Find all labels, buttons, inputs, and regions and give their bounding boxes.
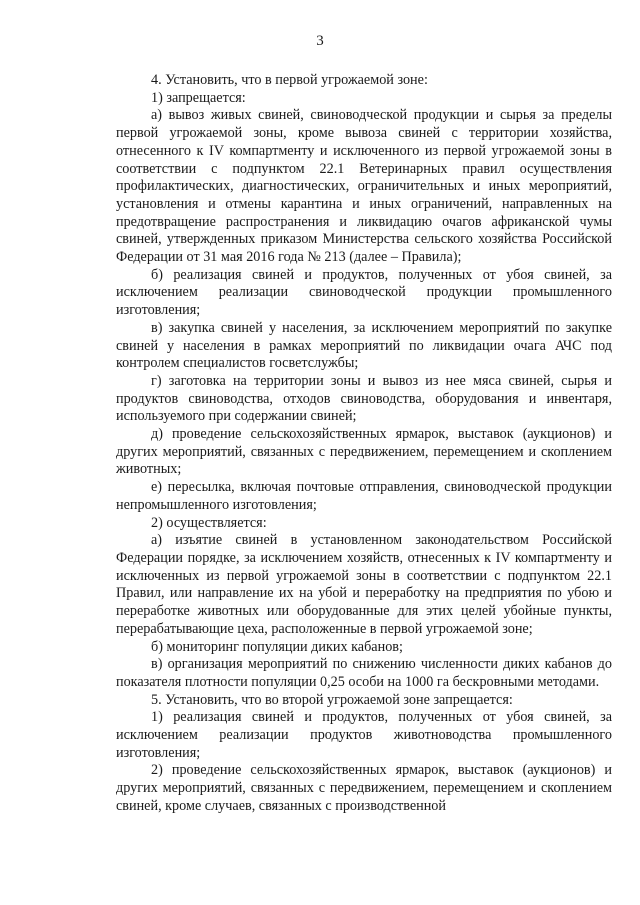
paragraph-section-4-heading: 4. Установить, что в первой угрожаемой зоне: [151,72,428,88]
paragraph-item-e-mailing: е) пересылка, включая почтовые отправления, свиноводческой продукции непромышленного изготовления; [116,479,612,513]
paragraph-prohibited-heading: 1) запрещается: [151,89,246,106]
paragraph-item-a-export: а) вывоз живых свиней, свиноводческой продукции и сырья за пределы первой угрожаемой зоны, кроме вывоза свиней с территории хозяйства, отнесенного к IV компартменту и исключенного из первой угрожаемой зоны в соответствии с подпунктом 22.1 Ветеринарных правил осуществления профилактических, диагностических, ограничительных и иных мероприятий, установления и отмены карантина и иных ограничений, направленных на предотвращение распространения и ликвидацию очагов африканской чумы свиней, утвержденных приказом Министерства сельского хозяйства Российской Федерации от 31 мая 2016 года № 213 (далее – Правила); [116,107,612,266]
paragraph-item-g-procurement: г) заготовка на территории зоны и вывоз из нее мяса свиней, сырья и продуктов свиноводства, отходов свиноводства, оборудования и инвентаря, используемого при содержании свиней; [116,372,612,425]
paragraph-item-v-purchase: в) закупка свиней у населения, за исключением мероприятий по закупке свиней у населения в рамках мероприятий по ликвидации очага АЧС под контролем специалистов госветслужбы; [116,319,612,372]
paragraph-item-b-monitoring: б) мониторинг популяции диких кабанов; [151,638,403,655]
paragraph-item-v-population-control: в) организация мероприятий по снижению численности диких кабанов до показателя плотности популяции 0,25 особи на 1000 га бескровными методами. [116,656,612,690]
paragraph-performed-heading: 2) осуществляется: [151,514,267,531]
document-body [116,72,612,816]
paragraph-item-d-fairs: д) проведение сельскохозяйственных ярмарок, выставок (аукционов) и других мероприятий, связанных с передвижением, перемещением и скоплением животных; [116,426,612,478]
paragraph-section-5-heading: 5. Установить, что во второй угрожаемой зоне запрещается: [151,691,513,708]
page-number: 3 [316,33,324,49]
paragraph-item-a-seizure: а) изъятие свиней в установленном законодательством Российской Федерации порядке, за исключением хозяйств, отнесенных к IV компартменту и исключенных из первой угрожаемой зоны в соответствии с подпунктом 22.1 Правил, или направление их на убой и переработку на предприятия по убою и переработке животных или оборудованные для этих целей убойные пункты, перерабатывающие цеха, расположенные в первой угрожаемой зоне; [116,532,612,637]
paragraph-item-b-sale: б) реализация свиней и продуктов, полученных от убоя свиней, за исключением реализации свиноводческой продукции промышленного изготовления; [116,266,612,319]
paragraph-item-1-sale: 1) реализация свиней и продуктов, полученных от убоя свиней, за исключением реализации продуктов животноводства промышленного изготовления; [116,709,612,761]
paragraph-item-2-fairs: 2) проведение сельскохозяйственных ярмарок, выставок (аукционов) и других мероприятий, связанных с передвижением, перемещением и скоплением свиней, кроме случаев, связанных с производственной [116,762,612,814]
